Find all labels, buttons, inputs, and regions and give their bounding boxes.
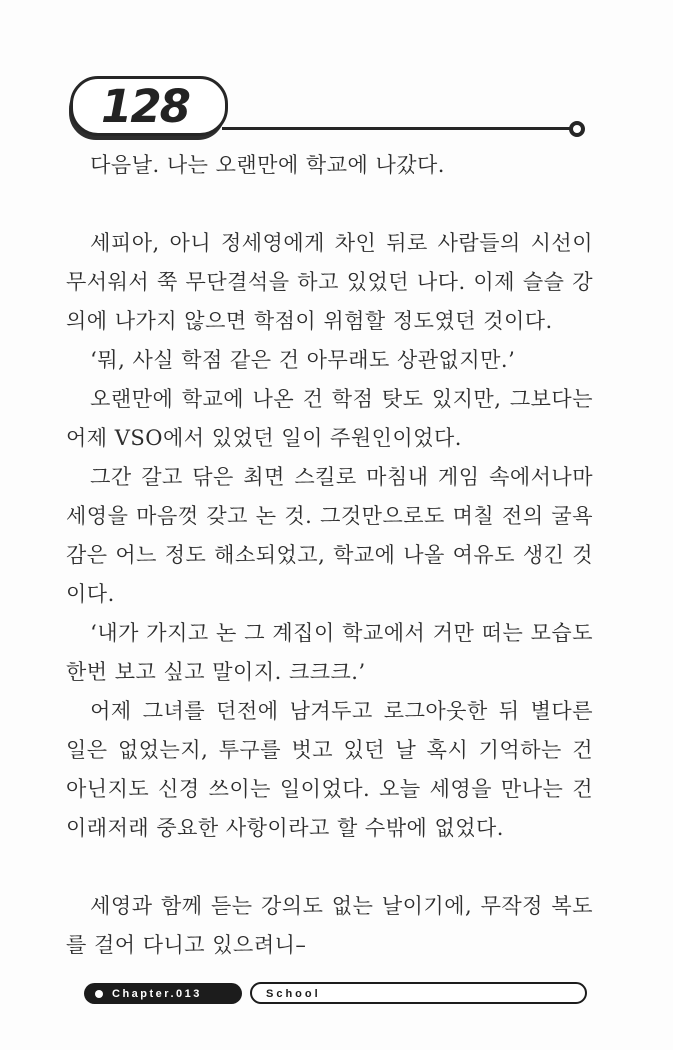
chapter-label: Chapter.013 [112, 988, 202, 1000]
page-number: 128 [101, 79, 189, 133]
line-end-ring-icon [569, 121, 585, 137]
paragraph: 세피아, 아니 정세영에게 차인 뒤로 사람들의 시선이 무서워서 쭉 무단결석을 하고 있었던 나다. 이제 슬슬 강의에 나가지 않으면 학점이 위험할 정도였던 것이다. [66, 231, 593, 333]
body-text [66, 146, 593, 965]
paragraph: ‘뭐, 사실 학점 같은 건 아무래도 상관없지만.’ [90, 348, 516, 372]
paragraph: 어제 그녀를 던전에 남겨두고 로그아웃한 뒤 별다른 일은 없었는지, 투구를 벗고 있던 날 혹시 기억하는 건 아닌지도 신경 쓰이는 일이었다. 오늘 세영을 만나는 건 이래저래 중요한 사항이라고 할 수밖에 없었다. [66, 699, 593, 840]
header-rule [222, 127, 571, 130]
section-label: School [266, 987, 321, 1000]
paragraph: 다음날. 나는 오랜만에 학교에 나갔다. [90, 153, 445, 177]
bullet-icon [95, 990, 103, 998]
paragraph: 그간 갈고 닦은 최면 스킬로 마침내 게임 속에서나마 세영을 마음껏 갖고 논 것. 그것만으로도 며칠 전의 굴욕감은 어느 정도 해소되었고, 학교에 나올 여유도 생긴 것이다. [66, 465, 593, 606]
paragraph: 오랜만에 학교에 나온 건 학점 탓도 있지만, 그보다는 어제 VSO에서 있었던 일이 주원인이었다. [66, 387, 593, 450]
section-pill [250, 982, 587, 1004]
page-number-badge [70, 76, 228, 136]
chapter-pill [84, 983, 242, 1004]
paragraph: 세영과 함께 듣는 강의도 없는 날이기에, 무작정 복도를 걸어 다니고 있으려니– [66, 894, 593, 957]
paragraph: ‘내가 가지고 논 그 계집이 학교에서 거만 떠는 모습도 한번 보고 싶고 말이지. 크크크.’ [66, 621, 593, 684]
